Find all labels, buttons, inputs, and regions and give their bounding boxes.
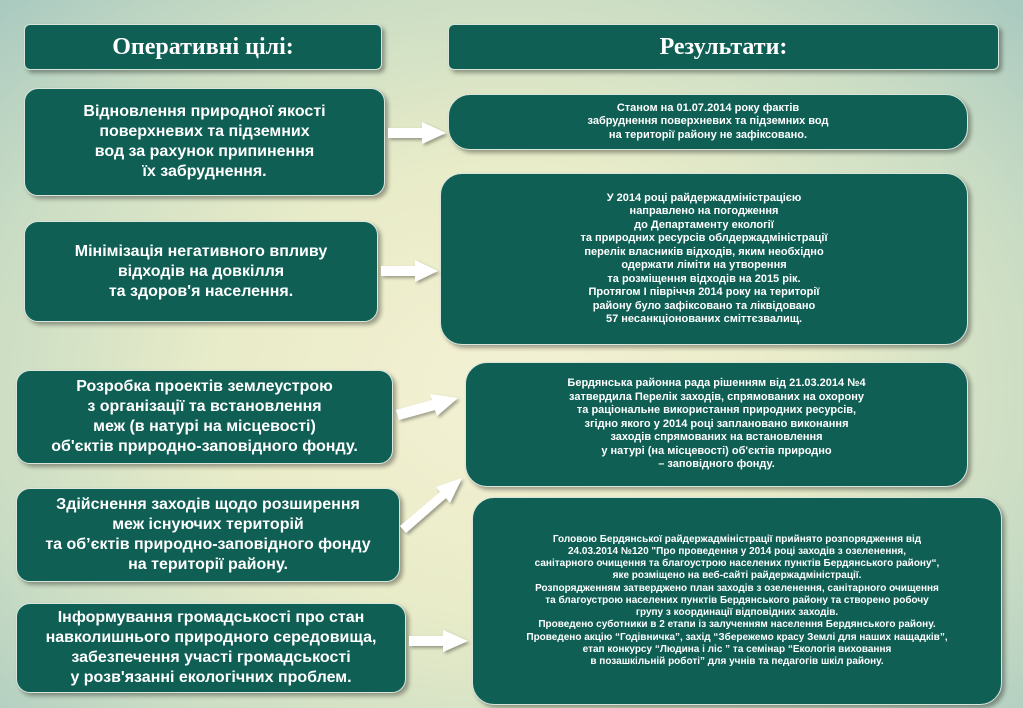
goal-public-information: Інформування громадськості про стан навколишнього природного середовища, забезпечення участі громадськості у розв'язанні екологічних проблем. — [16, 603, 406, 693]
results-header: Результати: — [448, 24, 999, 70]
goal-territory-expansion: Здійснення заходів щодо розширення меж існуючих територій та об’єктів природно-заповідного фонду на території району. — [16, 488, 400, 582]
arrow-goal3-result3 — [396, 394, 458, 420]
goal-land-management: Розробка проектів землеустрою з організації та встановлення меж (в натурі на місцевості) об'єктів природно-заповідного фонду. — [16, 370, 393, 464]
result-district-council-decision: Бердянська районна рада рішенням від 21.03.2014 №4 затвердила Перелік заходів, спрямованих на охорону та раціональне використання природних ресурсів, згідно якого у 2014 році заплановано виконання заходів спрямованих на встановлення у натурі (на місцевості) об'єктів природно – заповідного фонду. — [465, 362, 968, 487]
goal-water-quality: Відновлення природної якості поверхневих та підземних вод за рахунок припинення їх забруднення. — [24, 88, 385, 196]
result-water-pollution: Станом на 01.07.2014 року фактів забруднення поверхневих та підземних вод на території району не зафіксовано. — [448, 94, 968, 150]
result-greening-order: Головою Бердянської райдержадміністрації прийнято розпорядження від 24.03.2014 №120 "Про проведення у 2014 році заходів з озеленення, санітарного очищення та благоустрою населених пунктів Бердянського району“, яке розміщено на веб-сайті райдержадміністрації. Розпорядженням затверджено план заходів з озеленення, санітарного очищення та благоустрою населених пунктів Бердянського району та створено робочу групу з координації відповідних заходів. Проведено суботники в 2 етапи із залученням населення Бердянського району. Проведено акцію “Годівничка”, захід “Збережемо красу Землі для наших нащадків”, етап конкурсу “Людина і ліс ” та семінар “Екологія виховання в позашкільній роботі” для учнів та педагогів шкіл району. — [472, 497, 1002, 705]
result-waste-limits: У 2014 році райдержадміністрацією направлено на погодження до Департаменту екології та природних ресурсів облдержадміністрації перелік власників відходів, яким необхідно одержати ліміти на утворення та розміщення відходів на 2015 рік. Протягом І півріччя 2014 року на території району було зафіксовано та ліквідовано 57 несанкціонованих сміттєзвалищ. — [440, 173, 968, 345]
arrow-goal4-result3 — [400, 478, 462, 533]
arrow-goal2-result2 — [381, 260, 438, 282]
goal-waste-impact: Мінімізація негативного впливу відходів на довкілля та здоров'я населення. — [24, 221, 378, 322]
arrow-goal5-result4 — [409, 630, 468, 652]
arrow-goal1-result1 — [388, 122, 446, 144]
goals-header: Оперативні цілі: — [24, 24, 382, 70]
